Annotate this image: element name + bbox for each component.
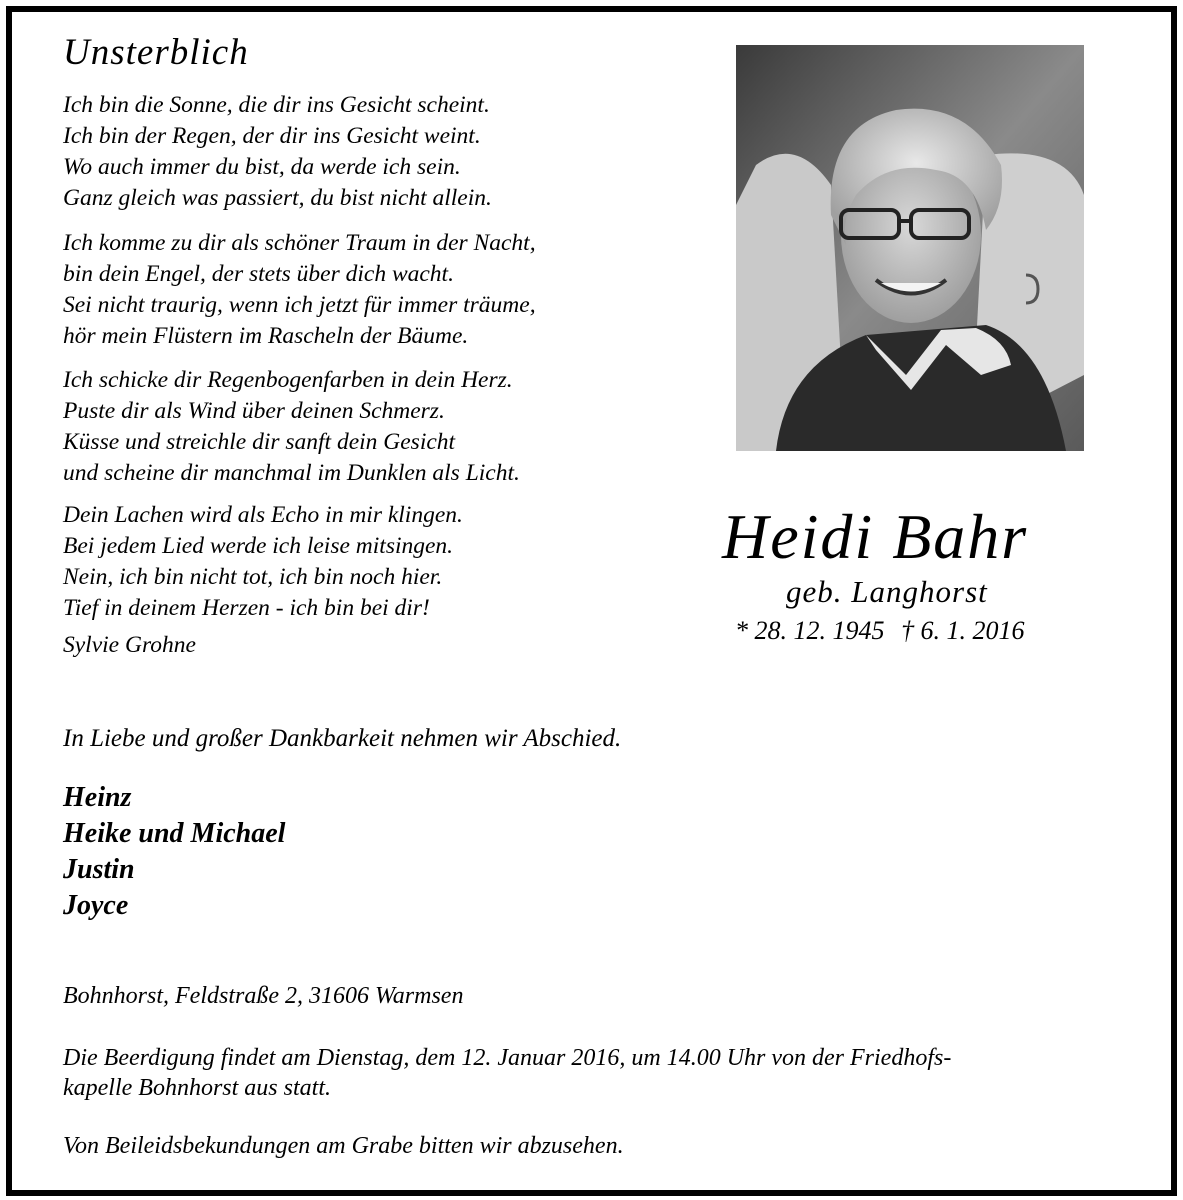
poem-line: Ich komme zu dir als schöner Traum in der Nacht, [63, 230, 536, 256]
poem-line: Ich bin der Regen, der dir ins Gesicht weint. [63, 123, 481, 149]
deceased-name: Heidi Bahr [722, 501, 1029, 572]
poem-line: Wo auch immer du bist, da werde ich sein. [63, 154, 461, 180]
farewell-text: In Liebe und großer Dankbarkeit nehmen wir Abschied. [63, 725, 622, 752]
death-date: † 6. 1. 2016 [901, 616, 1025, 645]
funeral-notice [63, 1043, 1143, 1103]
poem-line: Nein, ich bin nicht tot, ich bin noch hier. [63, 564, 443, 590]
family-member: Heinz [63, 782, 132, 813]
poem-stanza-4 [63, 500, 463, 624]
poem-stanza-1 [63, 90, 492, 214]
poem-line: und scheine dir manchmal im Dunklen als Licht. [63, 460, 520, 486]
poem-stanza-2 [63, 228, 536, 352]
address: Bohnhorst, Feldstraße 2, 31606 Warmsen [63, 983, 464, 1009]
poem-line: Sei nicht traurig, wenn ich jetzt für immer träume, [63, 292, 536, 318]
poem-line: Tief in deinem Herzen - ich bin bei dir! [63, 595, 430, 621]
poem-line: hör mein Flüstern im Rascheln der Bäume. [63, 323, 469, 349]
poem-line: Küsse und streichle dir sanft dein Gesicht [63, 429, 456, 455]
funeral-line: Die Beerdigung findet am Dienstag, dem 12. Januar 2016, um 14.00 Uhr von der Friedhofs- [63, 1045, 952, 1071]
poem-title: Unsterblich [63, 32, 249, 73]
poem-line: Dein Lachen wird als Echo in mir klingen. [63, 502, 463, 528]
life-dates [735, 616, 1035, 646]
portrait-photo [736, 45, 1084, 451]
family-member: Joyce [63, 890, 129, 921]
poem-line: Ich bin die Sonne, die dir ins Gesicht scheint. [63, 92, 490, 118]
poem-line: Puste dir als Wind über deinen Schmerz. [63, 398, 445, 424]
family-member: Justin [63, 854, 135, 885]
poem-stanza-3 [63, 365, 520, 489]
poem-line: Ich schicke dir Regenbogenfarben in dein Herz. [63, 367, 513, 393]
poem-line: Bei jedem Lied werde ich leise mitsingen. [63, 533, 454, 559]
condolence-note: Von Beileidsbekundungen am Grabe bitten wir abzusehen. [63, 1133, 624, 1159]
family-list [63, 780, 285, 924]
birth-date: * 28. 12. 1945 [735, 616, 885, 645]
portrait-image [736, 45, 1084, 451]
funeral-line: kapelle Bohnhorst aus statt. [63, 1075, 331, 1101]
maiden-name: geb. Langhorst [786, 574, 988, 609]
poem-line: bin dein Engel, der stets über dich wacht. [63, 261, 454, 287]
poem-author: Sylvie Grohne [63, 632, 196, 658]
poem-line: Ganz gleich was passiert, du bist nicht allein. [63, 185, 492, 211]
family-member: Heike und Michael [63, 818, 286, 849]
